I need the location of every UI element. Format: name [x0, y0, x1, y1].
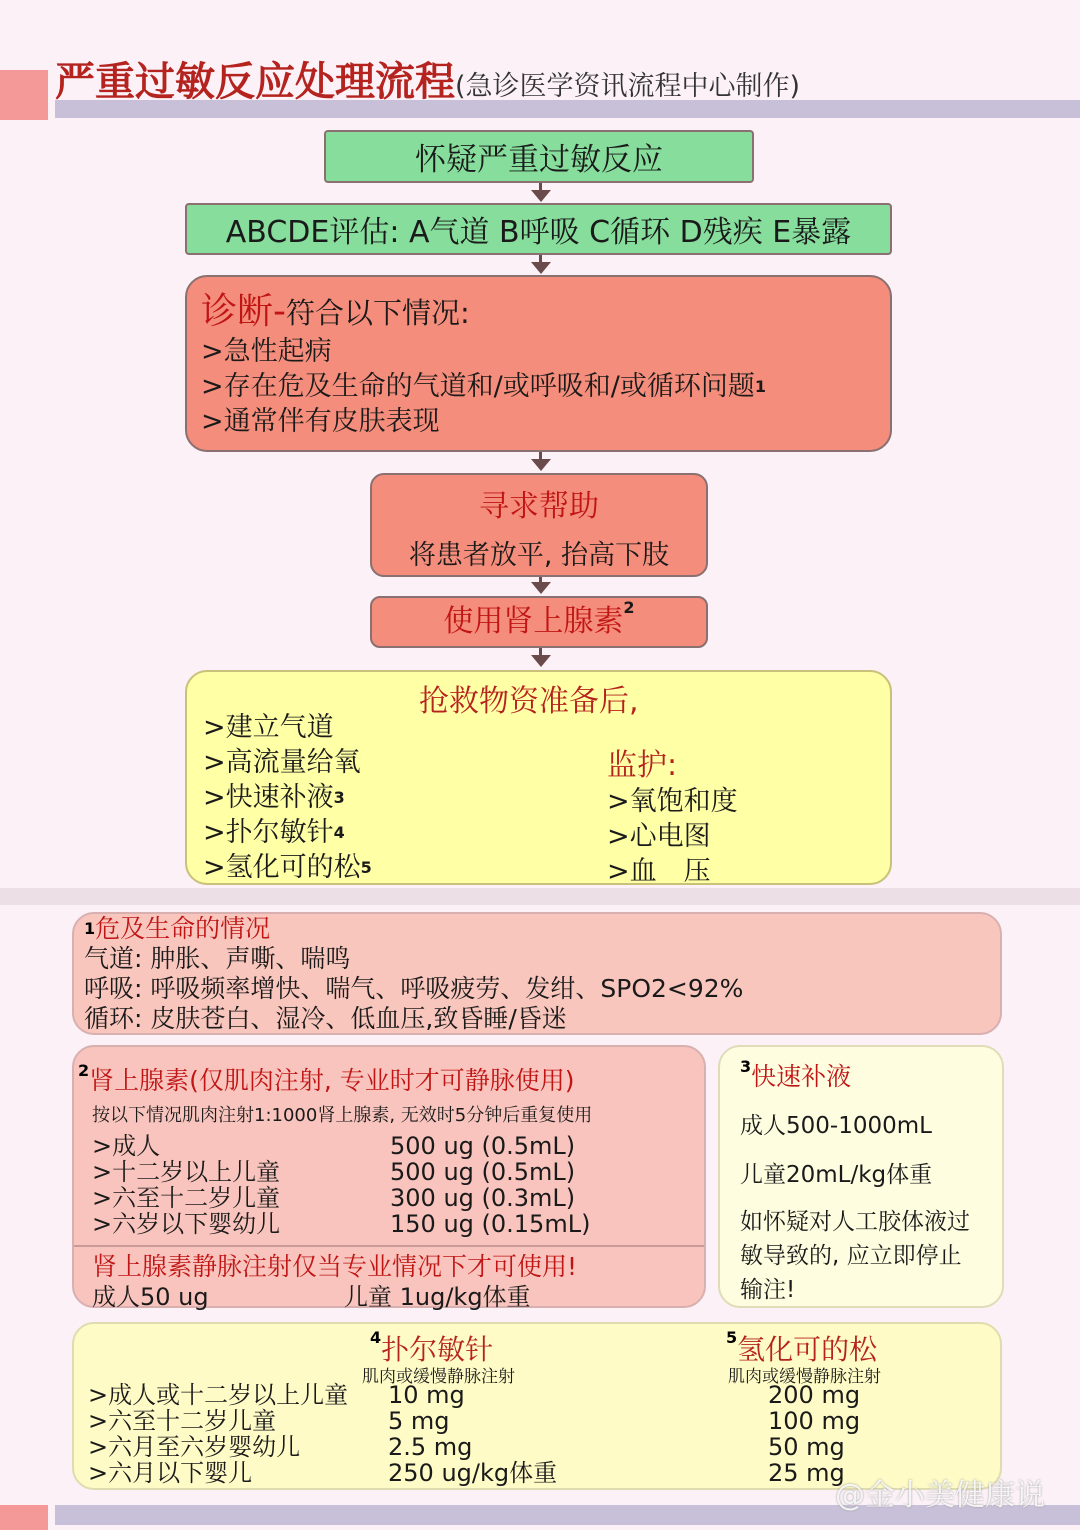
footer-accent — [0, 1505, 48, 1530]
dose-group: >六月至六岁婴幼儿 — [88, 1433, 301, 1461]
rescue-item: >建立气道 — [203, 712, 334, 743]
note-line: 气道: 肿胀、声嘶、喘鸣 — [84, 944, 351, 973]
dose-group: >六至十二岁儿童 — [92, 1184, 281, 1212]
note-3-title: 快速补液 — [751, 1062, 852, 1091]
chlorphenamine-dose: 250 ug/kg体重 — [388, 1459, 558, 1487]
iv-adult: 成人50 ug — [92, 1283, 209, 1311]
note-4-sub: 肌肉或缓慢静脉注射 — [362, 1367, 515, 1387]
diagnosis-heading: 诊断- — [201, 291, 286, 332]
note-1-title: 危及生命的情况 — [95, 914, 271, 943]
rescue-item: >快速补液$^3$ — [203, 782, 345, 813]
dose-group: >六月以下婴儿 — [88, 1459, 253, 1487]
dose-row — [92, 1185, 704, 1211]
diagnosis-item: >通常伴有皮肤表现 — [201, 406, 440, 437]
iv-title: 肾上腺素静脉注射仅当专业情况下才可使用! — [92, 1252, 578, 1281]
monitor-item: >心电图 — [607, 821, 711, 852]
note-4-title: 扑尔敏针 — [381, 1333, 494, 1366]
watermark: @金小美健康说 — [835, 1478, 1045, 1513]
note-2-title: 肾上腺素(仅肌肉注射, 专业时才可静脉使用) — [89, 1066, 575, 1095]
dose-row — [88, 1460, 860, 1486]
diagnosis-item: >急性起病 — [201, 336, 332, 367]
rescue-item: >扑尔敏针$^4$ — [203, 817, 345, 848]
dose-value: 300 ug (0.3mL) — [390, 1184, 576, 1212]
help-title: 寻求帮助 — [479, 489, 599, 524]
dose-value: 150 ug (0.15mL) — [390, 1210, 591, 1238]
dose-group: >成人或十二岁以上儿童 — [88, 1381, 349, 1409]
dose-group: >六岁以下婴幼儿 — [92, 1210, 281, 1238]
iv-child: 儿童 1ug/kg体重 — [344, 1283, 531, 1311]
dose-row — [88, 1382, 860, 1408]
abcde-text: ABCDE评估: A气道 B呼吸 C循环 D残疾 E暴露 — [225, 215, 852, 250]
suspect-box — [324, 130, 754, 183]
note-4-5: $^4$扑尔敏针 肌肉或缓慢静脉注射 $^5$氢化可的松 肌肉或缓慢静脉注射 >成人或十二岁以上儿童 10 mg 200 mg >六至十二岁儿童 5 mg 100 mg >六月至六岁婴幼儿 2.5 mg 50 mg >六月以下婴儿 250 ug/kg体重 25 mg — [72, 1322, 1002, 1490]
hydrocortisone-dose: 25 mg — [768, 1459, 845, 1487]
dose-row — [92, 1133, 704, 1159]
note-3-warning: 如怀疑对人工胶体液过敏导致的, 应立即停止输注! — [740, 1209, 970, 1303]
note-3: $^3$快速补液 成人500-1000mL 儿童20mL/kg体重 如怀疑对人工胶体液过敏导致的, 应立即停止输注! — [718, 1045, 1004, 1308]
rescue-item: >高流量给氧 — [203, 747, 361, 778]
adrenaline-label: 使用肾上腺素 — [443, 604, 624, 639]
diagnosis-heading-rest: 符合以下情况: — [286, 296, 470, 330]
rescue-box — [185, 670, 892, 885]
diagnosis-item: >存在危及生命的气道和/或呼吸和/或循环问题$^1$ — [201, 371, 766, 402]
dose-value: 500 ug (0.5mL) — [390, 1158, 576, 1186]
rescue-title: 抢救物资准备后, — [419, 684, 639, 719]
accent-block — [0, 70, 48, 120]
note-2-sub: 按以下情况肌肉注射1:1000肾上腺素, 无效时5分钟后重复使用 — [92, 1105, 593, 1126]
dose-group: >成人 — [92, 1132, 161, 1160]
chlorphenamine-dose: 10 mg — [388, 1381, 465, 1409]
dose-row — [92, 1211, 704, 1237]
abcde-box — [185, 203, 892, 255]
hydrocortisone-dose: 200 mg — [768, 1381, 861, 1409]
note-line: 呼吸: 呼吸频率增快、喘气、呼吸疲劳、发绀、SPO2<92% — [84, 974, 744, 1003]
title: 严重过敏反应处理流程 — [55, 59, 455, 105]
dose-value: 500 ug (0.5mL) — [390, 1132, 576, 1160]
adrenaline-box: 使用肾上腺素$^2$ — [370, 596, 708, 648]
help-text: 将患者放平, 抬高下肢 — [408, 540, 670, 571]
help-box — [370, 473, 708, 577]
subtitle: (急诊医学资讯流程中心制作) — [455, 71, 801, 102]
dose-row — [88, 1434, 860, 1460]
chlorphenamine-dose: 2.5 mg — [388, 1433, 473, 1461]
note-3-child: 儿童20mL/kg体重 — [740, 1162, 933, 1188]
dose-group: >十二岁以上儿童 — [92, 1158, 281, 1186]
note-5-sub: 肌肉或缓慢静脉注射 — [728, 1367, 881, 1387]
section-divider — [0, 888, 1080, 905]
monitor-title: 监护: — [607, 748, 678, 783]
dose-group: >六至十二岁儿童 — [88, 1407, 277, 1435]
note-1: $^1$危及生命的情况 气道: 肿胀、声嘶、喘鸣 呼吸: 呼吸频率增快、喘气、呼吸疲劳、发绀、SPO2<92% 循环: 皮肤苍白、湿冷、低血压,致昏睡/昏迷 — [72, 912, 1002, 1035]
note-3-adult: 成人500-1000mL — [740, 1113, 932, 1139]
rescue-item: >氢化可的松$^5$ — [203, 852, 372, 883]
note-5-title: 氢化可的松 — [737, 1333, 878, 1366]
dose-row — [88, 1408, 860, 1434]
diagnosis-box — [185, 275, 892, 452]
hydrocortisone-dose: 100 mg — [768, 1407, 861, 1435]
note-line: 循环: 皮肤苍白、湿冷、低血压,致昏睡/昏迷 — [84, 1004, 567, 1033]
dose-row — [92, 1159, 704, 1185]
hydrocortisone-dose: 50 mg — [768, 1433, 845, 1461]
chlorphenamine-dose: 5 mg — [388, 1407, 450, 1435]
monitor-item: >氧饱和度 — [607, 786, 738, 817]
suspect-text: 怀疑严重过敏反应 — [415, 142, 663, 178]
page-title — [55, 50, 800, 107]
monitor-item: >血 压 — [607, 856, 711, 887]
note-2: $^2$肾上腺素(仅肌肉注射, 专业时才可静脉使用) 按以下情况肌肉注射1:1000肾上腺素, 无效时5分钟后重复使用 >成人 500 ug (0.5mL) >十二岁以上儿童 500 ug (0.5mL) >六至十二岁儿童 300 ug (0.3mL) >六岁以下婴幼儿 150 ug (0.15mL) 肾上腺素静脉注射仅当专业情况下才可使用! 成人50 ug 儿童 1ug/kg体重 — [72, 1045, 706, 1308]
